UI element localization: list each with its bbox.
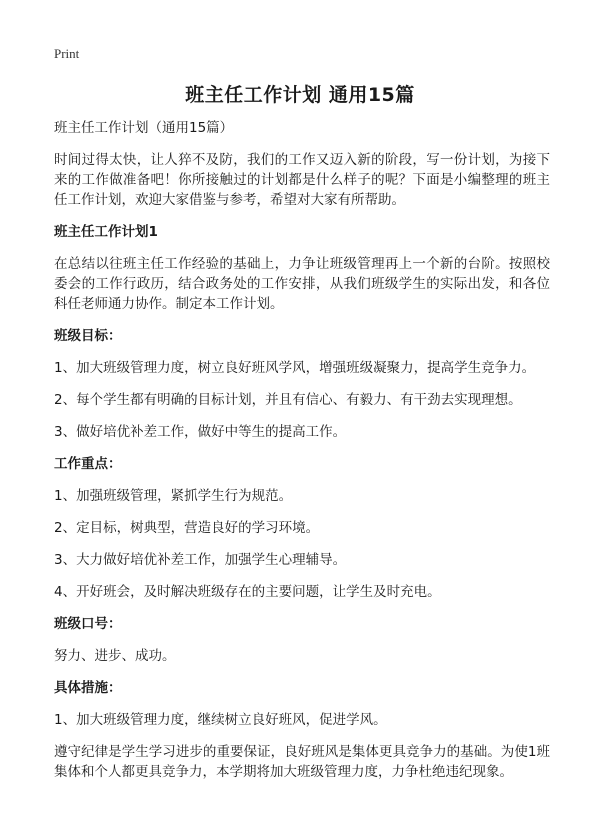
measures-paragraph: 遵守纪律是学生学习进步的重要保证，良好班风是集体更具竞争力的基础。为使1班集体和个人都更具竞争力，本学期将加大班级管理力度，力争杜绝违纪现象。 xyxy=(54,744,550,780)
plan-1-paragraph: 在总结以往班主任工作经验的基础上，力争让班级管理再上一个新的台阶。按照校委会的工作行政历，结合政务处的工作安排，从我们班级学生的实际出发，和各位科任老师通力协作。制定本工作计划。 xyxy=(54,256,550,312)
section-heading-plan-1: 班主任工作计划1 xyxy=(54,224,158,240)
goal-item: 1、加大班级管理力度，树立良好班风学风，增强班级凝聚力，提高学生竞争力。 xyxy=(54,360,536,376)
goal-item: 2、每个学生都有明确的目标计划，并且有信心、有毅力、有干劲去实现理想。 xyxy=(54,392,522,408)
page-title: 班主任工作计划 通用15篇 xyxy=(185,84,415,106)
slogan-text: 努力、进步、成功。 xyxy=(54,648,176,664)
focus-item: 1、加强班级管理，紧抓学生行为规范。 xyxy=(54,488,293,504)
section-heading-goals: 班级目标： xyxy=(54,328,122,344)
goal-item: 3、做好培优补差工作，做好中等生的提高工作。 xyxy=(54,424,347,440)
measure-item: 1、加大班级管理力度，继续树立良好班风，促进学风。 xyxy=(54,712,387,728)
document-body xyxy=(54,118,550,794)
intro-paragraph: 时间过得太快，让人猝不及防，我们的工作又迈入新的阶段，写一份计划，为接下来的工作做准备吧！你所接触过的计划都是什么样子的呢？下面是小编整理的班主任工作计划，欢迎大家借鉴与参考，希望对大家有所帮助。 xyxy=(54,152,550,208)
section-heading-slogan: 班级口号： xyxy=(54,616,122,632)
focus-item: 2、定目标，树典型，营造良好的学习环境。 xyxy=(54,520,320,536)
document-subtitle: 班主任工作计划（通用15篇） xyxy=(54,120,234,136)
section-heading-focus: 工作重点： xyxy=(54,456,122,472)
section-heading-measures: 具体措施： xyxy=(54,680,122,696)
focus-item: 4、开好班会，及时解决班级存在的主要问题，让学生及时充电。 xyxy=(54,584,441,600)
focus-item: 3、大力做好培优补差工作，加强学生心理辅导。 xyxy=(54,552,347,568)
print-link[interactable]: Print xyxy=(54,46,80,61)
